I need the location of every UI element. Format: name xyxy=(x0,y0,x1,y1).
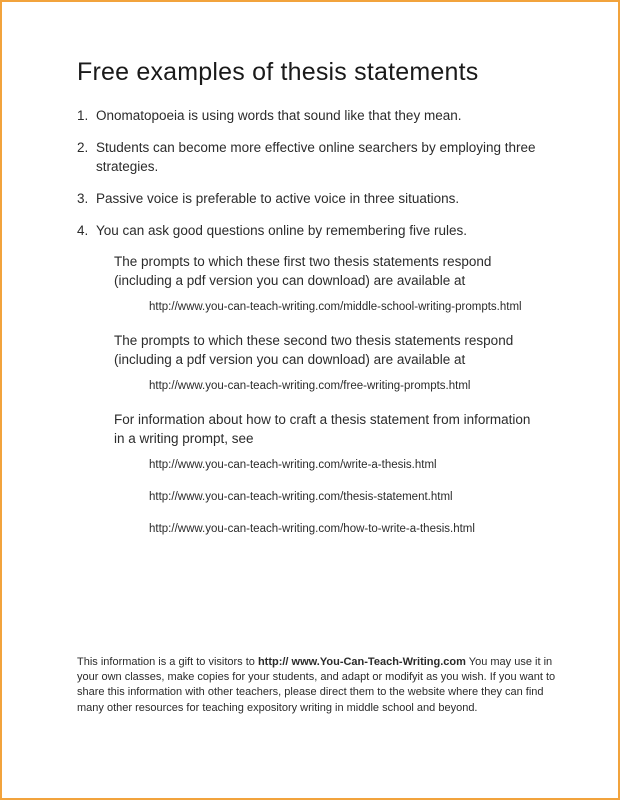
url-text: http://www.you-can-teach-writing.com/free-writing-prompts.html xyxy=(149,379,471,392)
list-item xyxy=(77,107,554,126)
page-content xyxy=(2,2,618,536)
item-text: You can ask good questions online by remembering five rules. xyxy=(96,222,467,238)
item-text: Onomatopoeia is using words that sound like that they mean. xyxy=(96,108,462,123)
item-number: 3. xyxy=(77,190,89,206)
item-number: 4. xyxy=(77,222,89,238)
footer-text-lead: This information is a gift to visitors to xyxy=(77,656,258,668)
url-text: http://www.you-can-teach-writing.com/how-to-write-a-thesis.html xyxy=(149,522,475,535)
item-text: Students can become more effective online searchers by employing three strategies. xyxy=(96,139,536,174)
footer-text-body: You may use it in your own classes, make copies for your students, and adapt or modifyit as you wish. If you want to share this information with other teachers, please direct them to the website where they can find many other resources for teaching expository writing in middle school and beyond. xyxy=(77,656,556,714)
paragraph: For information about how to craft a thesis statement from information in a writing prompt, see xyxy=(114,411,531,446)
url-text: http://www.you-can-teach-writing.com/write-a-thesis.html xyxy=(149,458,437,471)
item-number: 1. xyxy=(77,108,89,123)
paragraph: The prompts to which these first two thesis statements respond (including a pdf version you can download) are available at xyxy=(114,254,492,289)
page-title: Free examples of thesis statements xyxy=(77,58,479,86)
url-text: http://www.you-can-teach-writing.com/middle-school-writing-prompts.html xyxy=(149,301,522,314)
paragraph: The prompts to which these second two thesis statements respond (including a pdf version you can download) are available at xyxy=(114,333,514,368)
item-number: 2. xyxy=(77,139,89,155)
url-text: http://www.you-can-teach-writing.com/thesis-statement.html xyxy=(149,490,453,503)
list-item xyxy=(77,222,554,241)
prompt-info-blocks xyxy=(77,253,554,536)
footer-bold-url: http:// www.You-Can-Teach-Writing.com xyxy=(257,656,466,668)
item-text: Passive voice is preferable to active voice in three situations. xyxy=(96,190,460,206)
list-item xyxy=(77,190,554,209)
footer-paragraph xyxy=(77,655,556,716)
thesis-statements-list xyxy=(77,107,554,240)
list-item xyxy=(77,139,554,177)
